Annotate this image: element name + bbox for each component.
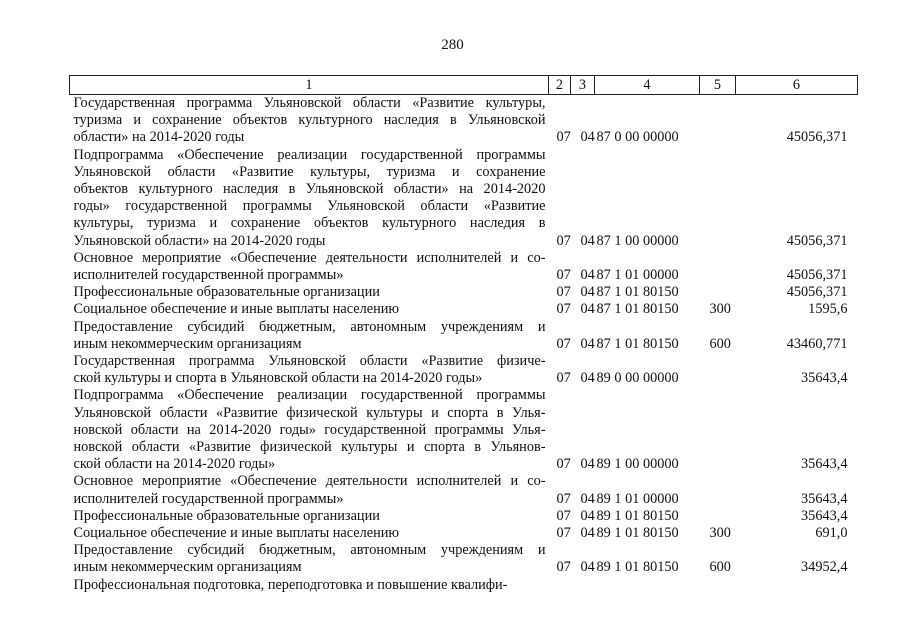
- column-header-expense-type: 5: [700, 76, 736, 95]
- target-article-cell: 89 1 01 80150: [596, 559, 679, 576]
- target-article-cell: 89 1 01 00000: [596, 490, 679, 507]
- amount-cell: 45056,371: [786, 284, 848, 301]
- row-name-line: Подпрограмма «Обеспечение реализации государственной программы: [73, 387, 546, 404]
- column-header-amount: 6: [736, 76, 858, 95]
- section-code-cell: 07: [556, 301, 571, 318]
- row-name-cell: [70, 508, 549, 525]
- row-name-cell: [70, 577, 549, 594]
- target-article-cell: 89 1 00 00000: [596, 456, 679, 473]
- section-code-cell: 07: [556, 129, 571, 146]
- row-name-line: исполнителей государственной программы»: [73, 490, 344, 507]
- amount-cell: [736, 577, 858, 594]
- expense-type-cell: 600: [709, 559, 731, 576]
- row-name-cell: [70, 353, 549, 387]
- table-row: [70, 387, 858, 473]
- table-row: [70, 319, 858, 353]
- table-row: [70, 577, 858, 594]
- target-article-cell: 87 1 01 80150: [596, 335, 679, 352]
- row-name-cell: [70, 250, 549, 284]
- section-code-cell: 07: [556, 370, 571, 387]
- section-code-cell: 07: [556, 232, 571, 249]
- section-code-cell: 07: [556, 267, 571, 284]
- row-name-cell: [70, 525, 549, 542]
- amount-cell: 43460,771: [786, 335, 848, 352]
- subsection-code-cell: 04: [580, 129, 595, 146]
- row-name-line: ской области на 2014-2020 годы»: [73, 456, 276, 473]
- table-row: [70, 301, 858, 318]
- row-name-line: исполнителей государственной программы»: [73, 267, 344, 284]
- amount-cell: 1595,6: [808, 301, 848, 318]
- expense-type-cell: [700, 95, 736, 147]
- row-name-line: иным некоммерческим организациям: [73, 335, 302, 352]
- target-article-cell: 87 1 01 80150: [596, 284, 679, 301]
- target-article-cell: 89 1 01 80150: [596, 507, 679, 524]
- subsection-code-cell: 04: [580, 370, 595, 387]
- subsection-code-cell: 04: [580, 559, 595, 576]
- row-name-line: Государственная программа Ульяновской области «Развитие физиче-: [73, 353, 546, 370]
- column-header-subsection: 3: [571, 76, 595, 95]
- target-article-cell: 87 1 00 00000: [596, 232, 679, 249]
- target-article-cell: 87 1 01 00000: [596, 267, 679, 284]
- amount-cell: 45056,371: [786, 232, 848, 249]
- row-name-line: Предоставление субсидий бюджетным, автономным учреждениям и: [73, 318, 546, 335]
- row-name-line: новской области на 2014-2020 годы» государственной программы Улья-: [73, 421, 546, 438]
- row-name-cell: [70, 319, 549, 353]
- row-name-line: Профессиональные образовательные организации: [73, 507, 380, 524]
- row-name-line: новской области «Развитие физической культуры и спорта в Ульянов-: [73, 439, 546, 456]
- expense-type-cell: [700, 353, 736, 387]
- section-code-cell: [549, 577, 571, 594]
- subsection-code-cell: 04: [580, 232, 595, 249]
- section-code-cell: 07: [556, 284, 571, 301]
- expense-type-cell: 300: [709, 525, 731, 542]
- row-name-line: Профессиональная подготовка, переподготовка и повышение квалифи-: [73, 576, 508, 593]
- column-header-section: 2: [549, 76, 571, 95]
- row-name-cell: [70, 473, 549, 507]
- amount-cell: 35643,4: [801, 507, 848, 524]
- expense-type-cell: 300: [709, 301, 731, 318]
- expense-type-cell: [700, 250, 736, 284]
- row-name-line: объектов культурного наследия в Ульяновской области» на 2014-2020: [73, 181, 546, 198]
- row-name-line: Основное мероприятие «Обеспечение деятельности исполнителей и со-: [73, 473, 546, 490]
- row-name-cell: [70, 284, 549, 301]
- expense-type-cell: [700, 473, 736, 507]
- table-row: [70, 147, 858, 250]
- section-code-cell: 07: [556, 525, 571, 542]
- target-article-cell: [595, 577, 700, 594]
- row-name-line: Подпрограмма «Обеспечение реализации государственной программы: [73, 146, 546, 163]
- table-row: [70, 508, 858, 525]
- amount-cell: 35643,4: [801, 456, 848, 473]
- table-row: [70, 525, 858, 542]
- row-name-cell: [70, 95, 549, 147]
- row-name-line: ской культуры и спорта в Ульяновской области на 2014-2020 годы»: [73, 370, 483, 387]
- subsection-code-cell: 04: [580, 507, 595, 524]
- row-name-line: Предоставление субсидий бюджетным, автономным учреждениям и: [73, 542, 546, 559]
- row-name-line: туризма и сохранение объектов культурного наследия в Ульяновской: [73, 112, 546, 129]
- section-code-cell: 07: [556, 559, 571, 576]
- subsection-code-cell: 04: [580, 267, 595, 284]
- table-row: [70, 473, 858, 507]
- section-code-cell: 07: [556, 456, 571, 473]
- subsection-code-cell: 04: [580, 456, 595, 473]
- target-article-cell: 89 0 00 00000: [596, 370, 679, 387]
- expense-type-cell: [700, 387, 736, 473]
- row-name-line: Социальное обеспечение и иные выплаты населению: [73, 525, 400, 542]
- subsection-code-cell: 04: [580, 525, 595, 542]
- table-row: [70, 353, 858, 387]
- amount-cell: 45056,371: [786, 129, 848, 146]
- target-article-cell: 87 1 01 80150: [596, 301, 679, 318]
- subsection-code-cell: 04: [580, 284, 595, 301]
- table-header-row: [70, 76, 858, 95]
- amount-cell: 34952,4: [801, 559, 848, 576]
- subsection-code-cell: 04: [580, 335, 595, 352]
- row-name-cell: [70, 387, 549, 473]
- table-row: [70, 95, 858, 147]
- row-name-cell: [70, 301, 549, 318]
- row-name-line: иным некоммерческим организациям: [73, 559, 302, 576]
- amount-cell: 35643,4: [801, 490, 848, 507]
- expense-type-cell: [700, 284, 736, 301]
- section-code-cell: 07: [556, 507, 571, 524]
- target-article-cell: 89 1 01 80150: [596, 525, 679, 542]
- page-number: 280: [441, 37, 464, 53]
- amount-cell: 691,0: [815, 525, 848, 542]
- row-name-line: области» на 2014-2020 годы: [73, 129, 245, 146]
- row-name-line: Ульяновской области «Развитие культуры, туризма и сохранение: [73, 163, 546, 180]
- amount-cell: 35643,4: [801, 370, 848, 387]
- table-row: [70, 284, 858, 301]
- amount-cell: 45056,371: [786, 267, 848, 284]
- row-name-line: Основное мероприятие «Обеспечение деятельности исполнителей и со-: [73, 249, 546, 266]
- budget-table: [69, 75, 858, 594]
- row-name-line: Ульяновской области «Развитие физической культуры и спорта в Улья-: [73, 404, 546, 421]
- section-code-cell: 07: [556, 490, 571, 507]
- subsection-code-cell: 04: [580, 301, 595, 318]
- column-header-name: 1: [70, 76, 549, 95]
- column-header-target-article: 4: [595, 76, 700, 95]
- row-name-line: Ульяновской области» на 2014-2020 годы: [73, 232, 326, 249]
- table-row: [70, 250, 858, 284]
- row-name-cell: [70, 147, 549, 250]
- target-article-cell: 87 0 00 00000: [596, 129, 679, 146]
- subsection-code-cell: [571, 577, 595, 594]
- section-code-cell: 07: [556, 335, 571, 352]
- row-name-line: годы» государственной программы Ульяновской области «Развитие: [73, 198, 546, 215]
- subsection-code-cell: 04: [580, 490, 595, 507]
- table-row: [70, 542, 858, 576]
- table-body: [70, 95, 858, 594]
- expense-type-cell: 600: [709, 335, 731, 352]
- expense-type-cell: [700, 577, 736, 594]
- expense-type-cell: [700, 147, 736, 250]
- expense-type-cell: [700, 508, 736, 525]
- row-name-line: Социальное обеспечение и иные выплаты населению: [73, 301, 400, 318]
- row-name-line: культуры, туризма и сохранение объектов культурного наследия в: [73, 215, 546, 232]
- row-name-line: Профессиональные образовательные организации: [73, 284, 380, 301]
- row-name-cell: [70, 542, 549, 576]
- row-name-line: Государственная программа Ульяновской области «Развитие культуры,: [73, 95, 546, 111]
